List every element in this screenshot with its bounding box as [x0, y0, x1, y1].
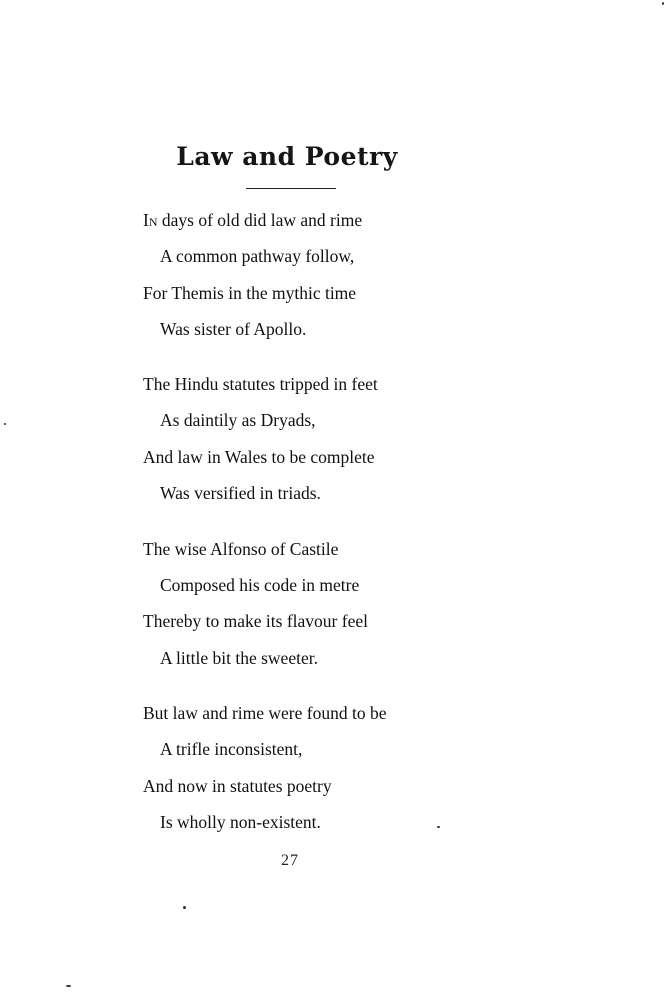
scan-speck: [662, 2, 664, 5]
poem-line: Was sister of Apollo.: [160, 319, 307, 339]
scan-speck: [183, 906, 186, 909]
drop-word: In: [143, 210, 158, 230]
scan-speck: [66, 985, 71, 987]
poem-line: As daintily as Dryads,: [160, 410, 316, 430]
poem-title: Law and Poetry: [176, 142, 398, 171]
poem-line: Composed his code in metre: [160, 575, 360, 595]
poem-line: A trifle inconsistent,: [160, 739, 303, 759]
title-rule: [246, 188, 336, 189]
poem-line: Thereby to make its flavour feel: [143, 611, 368, 631]
poem-line: And law in Wales to be complete: [143, 447, 375, 467]
poem-line: [143, 210, 362, 230]
poem-line: But law and rime were found to be: [143, 703, 387, 723]
poem-line: Is wholly non-existent.: [160, 812, 321, 832]
poem-line: Was versified in triads.: [160, 483, 321, 503]
poem-line: And now in statutes poetry: [143, 776, 332, 796]
poem-line: The wise Alfonso of Castile: [143, 539, 339, 559]
scan-speck: [437, 826, 440, 828]
poem-line: For Themis in the mythic time: [143, 283, 357, 303]
scan-speck: [4, 423, 6, 425]
poem-line: A little bit the sweeter.: [160, 648, 318, 668]
poem-line: The Hindu statutes tripped in feet: [143, 374, 378, 394]
page-number: 27: [281, 852, 299, 869]
line-text: days of old did law and rime: [157, 210, 363, 230]
poem-line: A common pathway follow,: [160, 246, 355, 266]
